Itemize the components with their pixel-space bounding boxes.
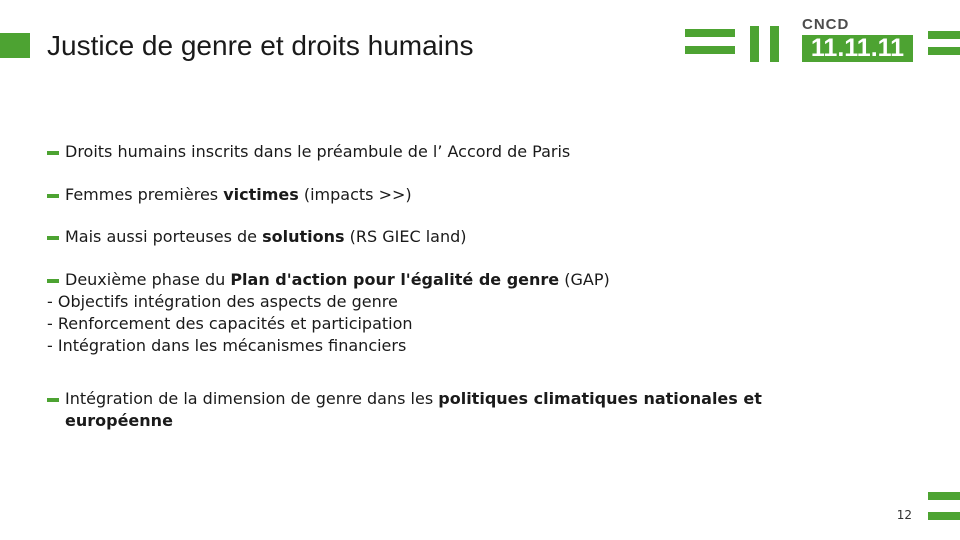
bullet-item-4-group <box>47 269 847 357</box>
slide-title: Justice de genre et droits humains <box>47 30 474 61</box>
sub-item: - Intégration dans les mécanismes financiers <box>47 336 407 355</box>
bullet-marker <box>47 151 59 155</box>
bullet-marker <box>47 194 59 198</box>
sub-item: - Renforcement des capacités et participation <box>47 314 413 333</box>
bullet-text: Droits humains inscrits dans le préambule de l’ Accord de Paris <box>65 142 571 161</box>
bullet-text: Intégration de la dimension de genre dans les <box>65 389 439 408</box>
bullet-item-5 <box>47 388 847 432</box>
cncd-logo <box>680 14 960 66</box>
bullet-text-bold: solutions <box>262 227 345 246</box>
logo-name: CNCD <box>802 16 850 33</box>
bullet-marker <box>47 279 59 283</box>
bullet-text: (GAP) <box>559 270 610 289</box>
bullet-marker <box>47 398 59 402</box>
bullet-marker <box>47 236 59 240</box>
bullet-list <box>47 141 847 432</box>
bullet-item-1 <box>47 141 847 163</box>
bullet-text: Deuxième phase du <box>65 270 231 289</box>
bullet-text: Femmes premières <box>65 185 224 204</box>
bullet-text-bold: victimes <box>223 185 299 204</box>
bullet-text: (impacts >>) <box>298 185 412 204</box>
title-accent-bar <box>0 33 30 58</box>
bullet-text-bold: Plan d'action pour l'égalité de genre <box>230 270 560 289</box>
bullet-text: Mais aussi porteuses de <box>65 227 263 246</box>
bullet-text: (RS GIEC land) <box>344 227 467 246</box>
bullet-text-bold: politiques climatiques nationales et européenne <box>65 389 762 430</box>
bullet-item-2 <box>47 184 847 206</box>
logo-date: 11.11.11 <box>802 35 913 62</box>
sub-item: - Objectifs intégration des aspects de genre <box>47 292 398 311</box>
bullet-item-4 <box>47 269 847 291</box>
bullet-item-3 <box>47 226 847 248</box>
corner-decoration <box>928 492 960 522</box>
page-number: 12 <box>896 508 912 522</box>
